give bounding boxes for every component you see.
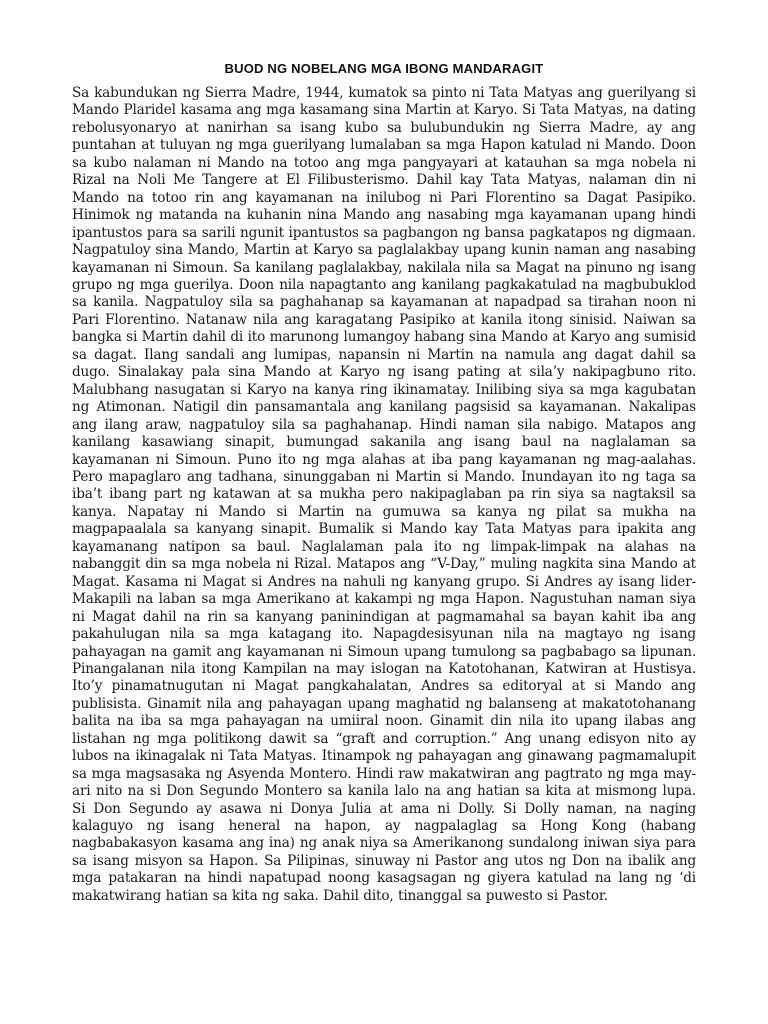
- document-body-paragraph: Sa kabundukan ng Sierra Madre, 1944, kumatok sa pinto ni Tata Matyas ang guerilyang si Mando Plaridel kasama ang mga kasamang sina Martin at Karyo. Si Tata Matyas, na dating rebolusyonaryo at nanirhan sa isang kubo sa bulubundukin ng Sierra Madre, ay ang puntahan at tuluyan ng mga guerilyang lumalaban sa mga Hapon katulad ni Mando. Doon sa kubo nalaman ni Mando na totoo ang mga pangyayari at katauhan sa mga nobela ni Rizal na Noli Me Tangere at El Filibusterismo. Dahil kay Tata Matyas, nalaman din ni Mando na totoo rin ang kayamanan na inilubog ni Pari Florentino sa Dagat Pasipiko. Hinimok ng matanda na kuhanin nina Mando ang nasabing mga kayamanan upang hindi ipantustos para sa sarili ngunit ipantustos sa pagbangon ng bansa pagkatapos ng digmaan. Nagpatuloy sina Mando, Martin at Karyo sa paglalakbay upang kunin naman ang nasabing kayamanan ni Simoun. Sa kanilang paglalakbay, nakilala nila sa Magat na pinuno ng isang grupo ng mga guerilya. Doon nila napagtanto ang kanilang pagkakatulad na magbubuklod sa kanila. Nagpatuloy sila sa paghahanap sa kayamanan at napadpad sa tirahan noon ni Pari Florentino. Natanaw nila ang karagatang Pasipiko at kanila itong sinisid. Naiwan sa bangka si Martin dahil di ito marunong lumangoy habang sina Mando at Karyo ang sumisid sa dagat. Ilang sandali ang lumipas, napansin ni Martin na namula ang dagat dahil sa dugo. Sinalakay pala sina Mando at Karyo ng isang pating at sila’y nakipagbuno rito. Malubhang nasugatan si Karyo na kanya ring ikinamatay. Inilibing siya sa mga kagubatan ng Atimonan. Natigil din pansamantala ang kanilang pagsisid sa kayamanan. Nakalipas ang ilang araw, nagpatuloy sila sa paghahanap. Hindi naman sila nabigo. Matapos ang kanilang kasawiang sinapit, bumungad sakanila ang isang baul na naglalaman sa kayamanan ni Simoun. Puno ito ng mga alahas at iba pang kayamanan ng mag-aalahas. Pero mapaglaro ang tadhana, sinunggaban ni Martin si Mando. Inundayan ito ng taga sa iba’t ibang part ng katawan at sa mukha pero nakipaglaban pa rin siya sa nagtaksil sa kanya. Napatay ni Mando si Martin na gumuwa sa kanya ng pilat sa mukha na magpapaalala sa kanyang sinapit. Bumalik si Mando kay Tata Matyas para ipakita ang kayamanang natipon sa baul. Naglalaman pala ito ng limpak-limpak na alahas na nabanggit din sa mga nobela ni Rizal. Matapos ang “V-Day,” muling nagkita sina Mando at Magat. Kasama ni Magat si Andres na nahuli ng kanyang grupo. Si Andres ay isang lider-Makapili na laban sa mga Amerikano at kakampi ng mga Hapon. Nagustuhan naman siya ni Magat dahil na rin sa kanyang paninindigan at pagmamahal sa bayan kahit iba ang pakahulugan nila sa mga katagang ito. Napagdesisyunan nila na magtayo ng isang pahayagan na gamit ang kayamanan ni Simoun upang tumulong sa pagbabago sa lipunan. Pinangalanan nila itong Kampilan na may islogan na Katotohanan, Katwiran at Hustisya. Ito’y pinamatnugutan ni Magat pangkahalatan, Andres sa editoryal at si Mando ang publisista. Ginamit nila ang pahayagan upang maghatid ng balanseng at makatotohanang balita na iba sa mga pahayagan na umiiral noon. Ginamit din nila ito upang ilabas ang listahan ng mga politikong dawit sa “graft and corruption.” Ang unang edisyon nito ay lubos na ikinagalak ni Tata Matyas. Itinampok ng pahayagan ang ginawang pagmamalupit sa mga magsasaka ng Asyenda Montero. Hindi raw makatwiran ang pagtrato ng mga may-ari nito na si Don Segundo Montero sa kanila lalo na ang hatian sa kita at mismong lupa. Si Don Segundo ay asawa ni Donya Julia at ama ni Dolly. Si Dolly naman, na naging kalaguyo ng isang heneral na hapon, ay nagpalaglag sa Hong Kong (habang nagbabakasyon kasama ang ina) ng anak niya sa Amerikanong sundalong iniwan siya para sa isang misyon sa Hapon. Sa Pilipinas, sinuway ni Pastor ang utos ng Don na ibalik ang mga patakaran na hindi napatupad noong kasagsagan ng giyera katulad na lang ng ‘di makatwirang hatian sa kita ng saka. Dahil dito, tinanggal sa puwesto si Pastor.: [72, 85, 696, 904]
- document-title: BUOD NG NOBELANG MGA IBONG MANDARAGIT: [224, 61, 544, 76]
